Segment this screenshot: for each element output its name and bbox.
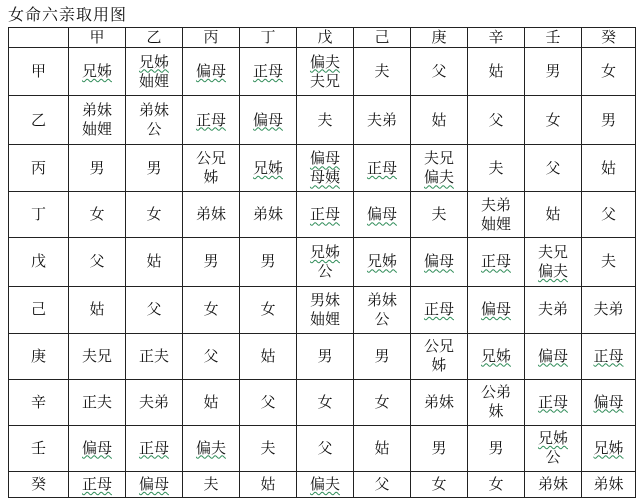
- relation-cell: [468, 425, 525, 471]
- relation-cell: [468, 379, 525, 425]
- relation-cell: [240, 145, 297, 192]
- cell-text-line: 正母: [593, 346, 624, 365]
- relation-cell: [69, 145, 126, 192]
- column-header: 庚: [411, 28, 468, 48]
- page-title: 女命六亲取用图: [8, 5, 128, 24]
- cell-text-line: 父: [203, 346, 219, 365]
- cell-text-line: 女: [203, 300, 219, 319]
- relation-cell: [126, 238, 183, 286]
- relation-cell: [354, 379, 411, 425]
- cell-text-line: 夫: [260, 438, 276, 457]
- relation-cell: [468, 192, 525, 238]
- cell-text-line: 父: [488, 110, 504, 129]
- relation-cell: [411, 333, 468, 379]
- relation-cell: [582, 238, 636, 286]
- cell-text-line: 正夫: [138, 346, 169, 365]
- cell-text-line: 男: [317, 346, 333, 365]
- table-row: [9, 96, 636, 145]
- relation-cell: [297, 145, 354, 192]
- cell-text-line: 公: [146, 120, 162, 139]
- relation-cell: [411, 238, 468, 286]
- relation-cell: [411, 471, 468, 497]
- row-header: 辛: [9, 379, 69, 425]
- cell-text-line: 正母: [252, 62, 283, 81]
- relation-cell: [126, 425, 183, 471]
- relation-cell: [468, 333, 525, 379]
- relation-cell: [411, 425, 468, 471]
- cell-text-line: 弟妹: [252, 205, 283, 224]
- cell-text-line: 妯娌: [138, 71, 169, 90]
- relation-cell: [69, 286, 126, 333]
- relation-cell: [69, 238, 126, 286]
- cell-text-line: 男妹: [309, 290, 340, 309]
- cell-text-line: 公弟: [480, 383, 511, 402]
- cell-text-line: 姊: [431, 356, 447, 375]
- cell-text-line: 父: [374, 474, 390, 493]
- cell-text-line: 女: [431, 474, 447, 493]
- cell-text-line: 男: [89, 158, 105, 177]
- cell-text-line: 夫: [203, 474, 219, 493]
- row-header: 己: [9, 286, 69, 333]
- cell-text-line: 公兄: [195, 149, 226, 168]
- cell-text-line: 正夫: [81, 392, 112, 411]
- relation-cell: [183, 48, 240, 96]
- relation-cell: [582, 145, 636, 192]
- relation-cell: [183, 96, 240, 145]
- cell-text-line: 夫: [374, 62, 390, 81]
- cell-text-line: 偏母: [593, 392, 624, 411]
- cell-text-line: 偏母: [252, 110, 283, 129]
- relation-cell: [126, 48, 183, 96]
- cell-text-line: 偏母: [309, 149, 340, 168]
- relation-cell: [525, 286, 582, 333]
- column-header: 甲: [69, 28, 126, 48]
- relation-cell: [411, 48, 468, 96]
- cell-text-line: 父: [317, 438, 333, 457]
- relation-cell: [126, 379, 183, 425]
- relation-cell: [183, 471, 240, 497]
- relation-cell: [525, 145, 582, 192]
- cell-text-line: 女: [260, 300, 276, 319]
- relation-cell: [354, 145, 411, 192]
- row-header: 丙: [9, 145, 69, 192]
- relation-cell: [69, 379, 126, 425]
- cell-text-line: 男: [431, 438, 447, 457]
- relation-cell: [126, 471, 183, 497]
- relation-cell: [183, 425, 240, 471]
- relation-cell: [69, 48, 126, 96]
- cell-text-line: 兄姊: [537, 429, 568, 448]
- relation-cell: [468, 145, 525, 192]
- relation-cell: [525, 48, 582, 96]
- relation-cell: [69, 192, 126, 238]
- row-header: 甲: [9, 48, 69, 96]
- relation-cell: [354, 286, 411, 333]
- relation-cell: [297, 238, 354, 286]
- cell-text-line: 夫弟: [593, 300, 624, 319]
- cell-text-line: 兄姊: [138, 52, 169, 71]
- relation-cell: [468, 48, 525, 96]
- relation-cell: [240, 425, 297, 471]
- table-row: [9, 238, 636, 286]
- cell-text-line: 偏夫: [195, 438, 226, 457]
- relation-cell: [240, 471, 297, 497]
- table-row: [9, 379, 636, 425]
- relation-cell: [525, 96, 582, 145]
- relation-cell: [126, 96, 183, 145]
- cell-text-line: 妯娌: [81, 120, 112, 139]
- cell-text-line: 弟妹: [195, 205, 226, 224]
- relation-cell: [126, 145, 183, 192]
- cell-text-line: 弟妹: [366, 290, 397, 309]
- cell-text-line: 夫: [600, 252, 616, 271]
- relation-cell: [183, 238, 240, 286]
- relation-cell: [240, 48, 297, 96]
- cell-text-line: 姑: [260, 346, 276, 365]
- cell-text-line: 姑: [600, 158, 616, 177]
- cell-text-line: 偏母: [480, 300, 511, 319]
- relation-cell: [183, 145, 240, 192]
- cell-text-line: 姑: [374, 438, 390, 457]
- table-row: [9, 286, 636, 333]
- cell-text-line: 弟妹: [593, 474, 624, 493]
- relation-cell: [525, 238, 582, 286]
- cell-text-line: 夫兄: [537, 242, 568, 261]
- relation-cell: [240, 379, 297, 425]
- relation-cell: [69, 333, 126, 379]
- relation-cell: [183, 379, 240, 425]
- cell-text-line: 夫: [431, 205, 447, 224]
- column-header: 癸: [582, 28, 636, 48]
- relation-cell: [525, 333, 582, 379]
- relation-cell: [354, 471, 411, 497]
- relation-cell: [525, 425, 582, 471]
- column-header: 丁: [240, 28, 297, 48]
- cell-text-line: 男: [374, 346, 390, 365]
- cell-text-line: 偏母: [195, 62, 226, 81]
- cell-text-line: 父: [146, 300, 162, 319]
- relation-cell: [468, 238, 525, 286]
- relation-cell: [354, 238, 411, 286]
- relation-cell: [126, 333, 183, 379]
- header-row: [9, 28, 636, 48]
- cell-text-line: 正母: [537, 392, 568, 411]
- relation-cell: [468, 286, 525, 333]
- cell-text-line: 女: [146, 205, 162, 224]
- relation-cell: [354, 96, 411, 145]
- relation-cell: [297, 333, 354, 379]
- cell-text-line: 正母: [423, 300, 454, 319]
- cell-text-line: 公: [545, 448, 561, 467]
- relation-cell: [411, 286, 468, 333]
- table-row: [9, 333, 636, 379]
- relation-cell: [69, 471, 126, 497]
- cell-text-line: 偏母: [537, 346, 568, 365]
- relation-cell: [582, 96, 636, 145]
- cell-text-line: 偏夫: [309, 474, 340, 493]
- relation-cell: [468, 96, 525, 145]
- cell-text-line: 姑: [146, 252, 162, 271]
- relation-cell: [582, 379, 636, 425]
- cell-text-line: 姑: [203, 392, 219, 411]
- cell-text-line: 正母: [366, 158, 397, 177]
- cell-text-line: 弟妹: [537, 474, 568, 493]
- row-header: 戊: [9, 238, 69, 286]
- relation-cell: [354, 48, 411, 96]
- column-header: 戊: [297, 28, 354, 48]
- relation-cell: [354, 333, 411, 379]
- cell-text-line: 姑: [545, 205, 561, 224]
- cell-text-line: 正母: [138, 438, 169, 457]
- row-header: 壬: [9, 425, 69, 471]
- cell-text-line: 男: [488, 438, 504, 457]
- relation-cell: [126, 286, 183, 333]
- cell-text-line: 偏母: [81, 438, 112, 457]
- cell-text-line: 偏母: [366, 205, 397, 224]
- relation-cell: [126, 192, 183, 238]
- row-header: 庚: [9, 333, 69, 379]
- cell-text-line: 公: [374, 309, 390, 328]
- cell-text-line: 夫兄: [423, 149, 454, 168]
- relation-cell: [240, 96, 297, 145]
- relation-cell: [411, 379, 468, 425]
- relation-cell: [525, 192, 582, 238]
- cell-text-line: 兄姊: [366, 252, 397, 271]
- six-relatives-table: [8, 27, 636, 498]
- relation-cell: [297, 192, 354, 238]
- column-header: 己: [354, 28, 411, 48]
- relation-cell: [69, 96, 126, 145]
- relation-cell: [525, 471, 582, 497]
- row-header: 丁: [9, 192, 69, 238]
- cell-text-line: 公: [317, 261, 333, 280]
- cell-text-line: 夫兄: [309, 71, 340, 90]
- cell-text-line: 夫兄: [81, 346, 112, 365]
- column-header: 辛: [468, 28, 525, 48]
- relation-cell: [183, 286, 240, 333]
- relation-cell: [69, 425, 126, 471]
- cell-text-line: 女: [545, 110, 561, 129]
- cell-text-line: 兄姊: [252, 158, 283, 177]
- relation-cell: [354, 192, 411, 238]
- cell-text-line: 弟妹: [423, 392, 454, 411]
- cell-text-line: 正母: [309, 205, 340, 224]
- cell-text-line: 妯娌: [309, 309, 340, 328]
- cell-text-line: 夫弟: [138, 392, 169, 411]
- cell-text-line: 父: [431, 62, 447, 81]
- relation-cell: [411, 192, 468, 238]
- relation-cell: [582, 286, 636, 333]
- cell-text-line: 父: [260, 392, 276, 411]
- cell-text-line: 姊: [203, 168, 219, 187]
- relation-cell: [582, 333, 636, 379]
- cell-text-line: 女: [89, 205, 105, 224]
- cell-text-line: 母姨: [309, 168, 340, 187]
- relation-cell: [468, 471, 525, 497]
- cell-text-line: 兄姊: [593, 438, 624, 457]
- cell-text-line: 弟妹: [138, 101, 169, 120]
- cell-text-line: 弟妹: [81, 101, 112, 120]
- table-row: [9, 145, 636, 192]
- relation-cell: [297, 425, 354, 471]
- cell-text-line: 父: [600, 205, 616, 224]
- column-header: 乙: [126, 28, 183, 48]
- cell-text-line: 姑: [431, 110, 447, 129]
- cell-text-line: 兄姊: [309, 242, 340, 261]
- cell-text-line: 夫: [317, 110, 333, 129]
- relation-cell: [582, 192, 636, 238]
- table-row: [9, 192, 636, 238]
- relation-cell: [240, 238, 297, 286]
- cell-text-line: 男: [203, 252, 219, 271]
- table-row: [9, 471, 636, 497]
- cell-text-line: 女: [600, 62, 616, 81]
- corner-cell: [9, 28, 69, 48]
- table-row: [9, 48, 636, 96]
- cell-text-line: 偏母: [423, 252, 454, 271]
- relation-cell: [297, 379, 354, 425]
- cell-text-line: 偏夫: [309, 52, 340, 71]
- relation-cell: [525, 379, 582, 425]
- relation-cell: [240, 192, 297, 238]
- cell-text-line: 正母: [195, 110, 226, 129]
- cell-text-line: 父: [545, 158, 561, 177]
- cell-text-line: 夫: [488, 158, 504, 177]
- cell-text-line: 夫弟: [537, 300, 568, 319]
- cell-text-line: 男: [545, 62, 561, 81]
- cell-text-line: 兄姊: [480, 346, 511, 365]
- relation-cell: [354, 425, 411, 471]
- cell-text-line: 男: [600, 110, 616, 129]
- cell-text-line: 正母: [480, 252, 511, 271]
- row-header: 癸: [9, 471, 69, 497]
- cell-text-line: 正母: [81, 474, 112, 493]
- cell-text-line: 偏夫: [537, 261, 568, 280]
- cell-text-line: 女: [317, 392, 333, 411]
- cell-text-line: 父: [89, 252, 105, 271]
- cell-text-line: 姑: [260, 474, 276, 493]
- cell-text-line: 姑: [488, 62, 504, 81]
- cell-text-line: 夫弟: [480, 195, 511, 214]
- relation-cell: [582, 48, 636, 96]
- column-header: 壬: [525, 28, 582, 48]
- cell-text-line: 偏母: [138, 474, 169, 493]
- cell-text-line: 男: [260, 252, 276, 271]
- relation-cell: [411, 96, 468, 145]
- cell-text-line: 妯娌: [480, 214, 511, 233]
- relation-cell: [297, 286, 354, 333]
- cell-text-line: 偏夫: [423, 168, 454, 187]
- table-row: [9, 425, 636, 471]
- relation-cell: [297, 48, 354, 96]
- cell-text-line: 姑: [89, 300, 105, 319]
- cell-text-line: 男: [146, 158, 162, 177]
- relation-cell: [297, 471, 354, 497]
- cell-text-line: 兄姊: [81, 62, 112, 81]
- relation-cell: [240, 286, 297, 333]
- relation-cell: [240, 333, 297, 379]
- cell-text-line: 夫弟: [366, 110, 397, 129]
- column-header: 丙: [183, 28, 240, 48]
- relation-cell: [582, 425, 636, 471]
- cell-text-line: 女: [374, 392, 390, 411]
- relation-cell: [411, 145, 468, 192]
- cell-text-line: 女: [488, 474, 504, 493]
- row-header: 乙: [9, 96, 69, 145]
- relation-cell: [582, 471, 636, 497]
- relation-cell: [297, 96, 354, 145]
- relation-cell: [183, 333, 240, 379]
- cell-text-line: 妹: [488, 402, 504, 421]
- relation-cell: [183, 192, 240, 238]
- cell-text-line: 公兄: [423, 337, 454, 356]
